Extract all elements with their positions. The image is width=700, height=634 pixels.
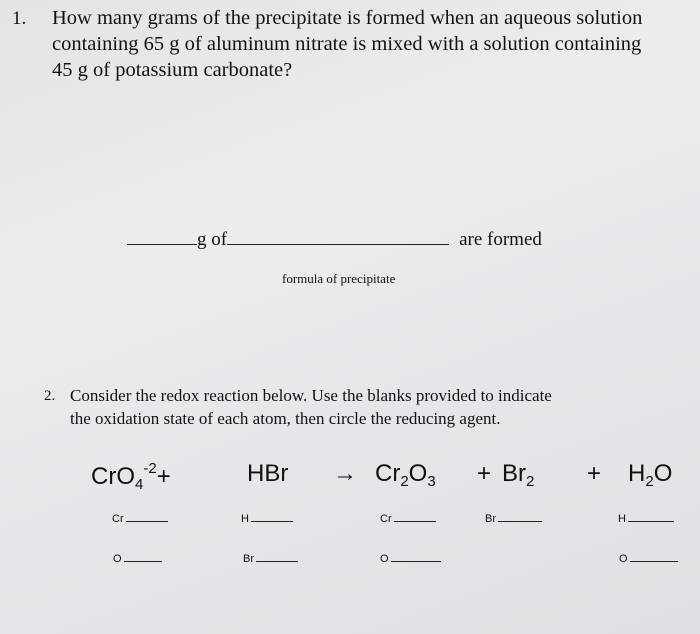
question-2-text-line-2: the oxidation state of each atom, then circle the reducing agent. [70, 409, 501, 428]
question-2-number: 2. [44, 388, 56, 404]
grams-blank[interactable] [127, 243, 197, 245]
oxidation-blank-br-product[interactable]: Br [485, 513, 542, 525]
oxidation-blank-o-product[interactable]: O [380, 553, 441, 565]
question-1-number: 1. [12, 8, 27, 29]
oxidation-blank-cr-product[interactable]: Cr [380, 513, 436, 525]
oxidation-blank-h-reactant[interactable]: H [241, 513, 293, 525]
chromium-oxide[interactable]: $Cr_2O_3$ [375, 460, 436, 490]
question-1-text-line-1: How many grams of the precipitate is formed when an aqueous solution [52, 7, 643, 29]
hydrogen-bromide[interactable]: HBr [247, 460, 289, 487]
chromate-ion[interactable]: CrO$_4^{-2}$+ [91, 460, 171, 493]
question-1-text-line-2: containing 65 g of aluminum nitrate is mixed with a solution containing [52, 33, 642, 55]
formula-of-precipitate-caption: formula of precipitate [282, 271, 396, 286]
oxidation-blank-o-reactant[interactable]: O [113, 553, 162, 565]
oxidation-blank-h-product[interactable]: H [618, 513, 674, 525]
are-formed-label: are formed [459, 229, 542, 250]
oxidation-blank-cr-reactant[interactable]: Cr [112, 513, 168, 525]
water[interactable]: $H_2O$ [628, 460, 673, 490]
question-1-answer-row [127, 229, 542, 251]
oxidation-blank-o-water[interactable]: O [619, 553, 678, 565]
question-1-text-line-3: 45 g of potassium carbonate? [52, 59, 293, 81]
precipitate-formula-blank[interactable] [227, 243, 449, 245]
question-2-text-line-1: Consider the redox reaction below. Use the blanks provided to indicate [70, 386, 552, 405]
g-of-label: g of [197, 229, 228, 250]
plus-sign-1: + [477, 460, 492, 487]
plus-sign-2: + [587, 460, 602, 487]
oxidation-blank-br-reactant[interactable]: Br [243, 553, 298, 565]
bromine[interactable]: $Br_2$ [502, 460, 535, 490]
reaction-arrow: → [333, 460, 357, 487]
